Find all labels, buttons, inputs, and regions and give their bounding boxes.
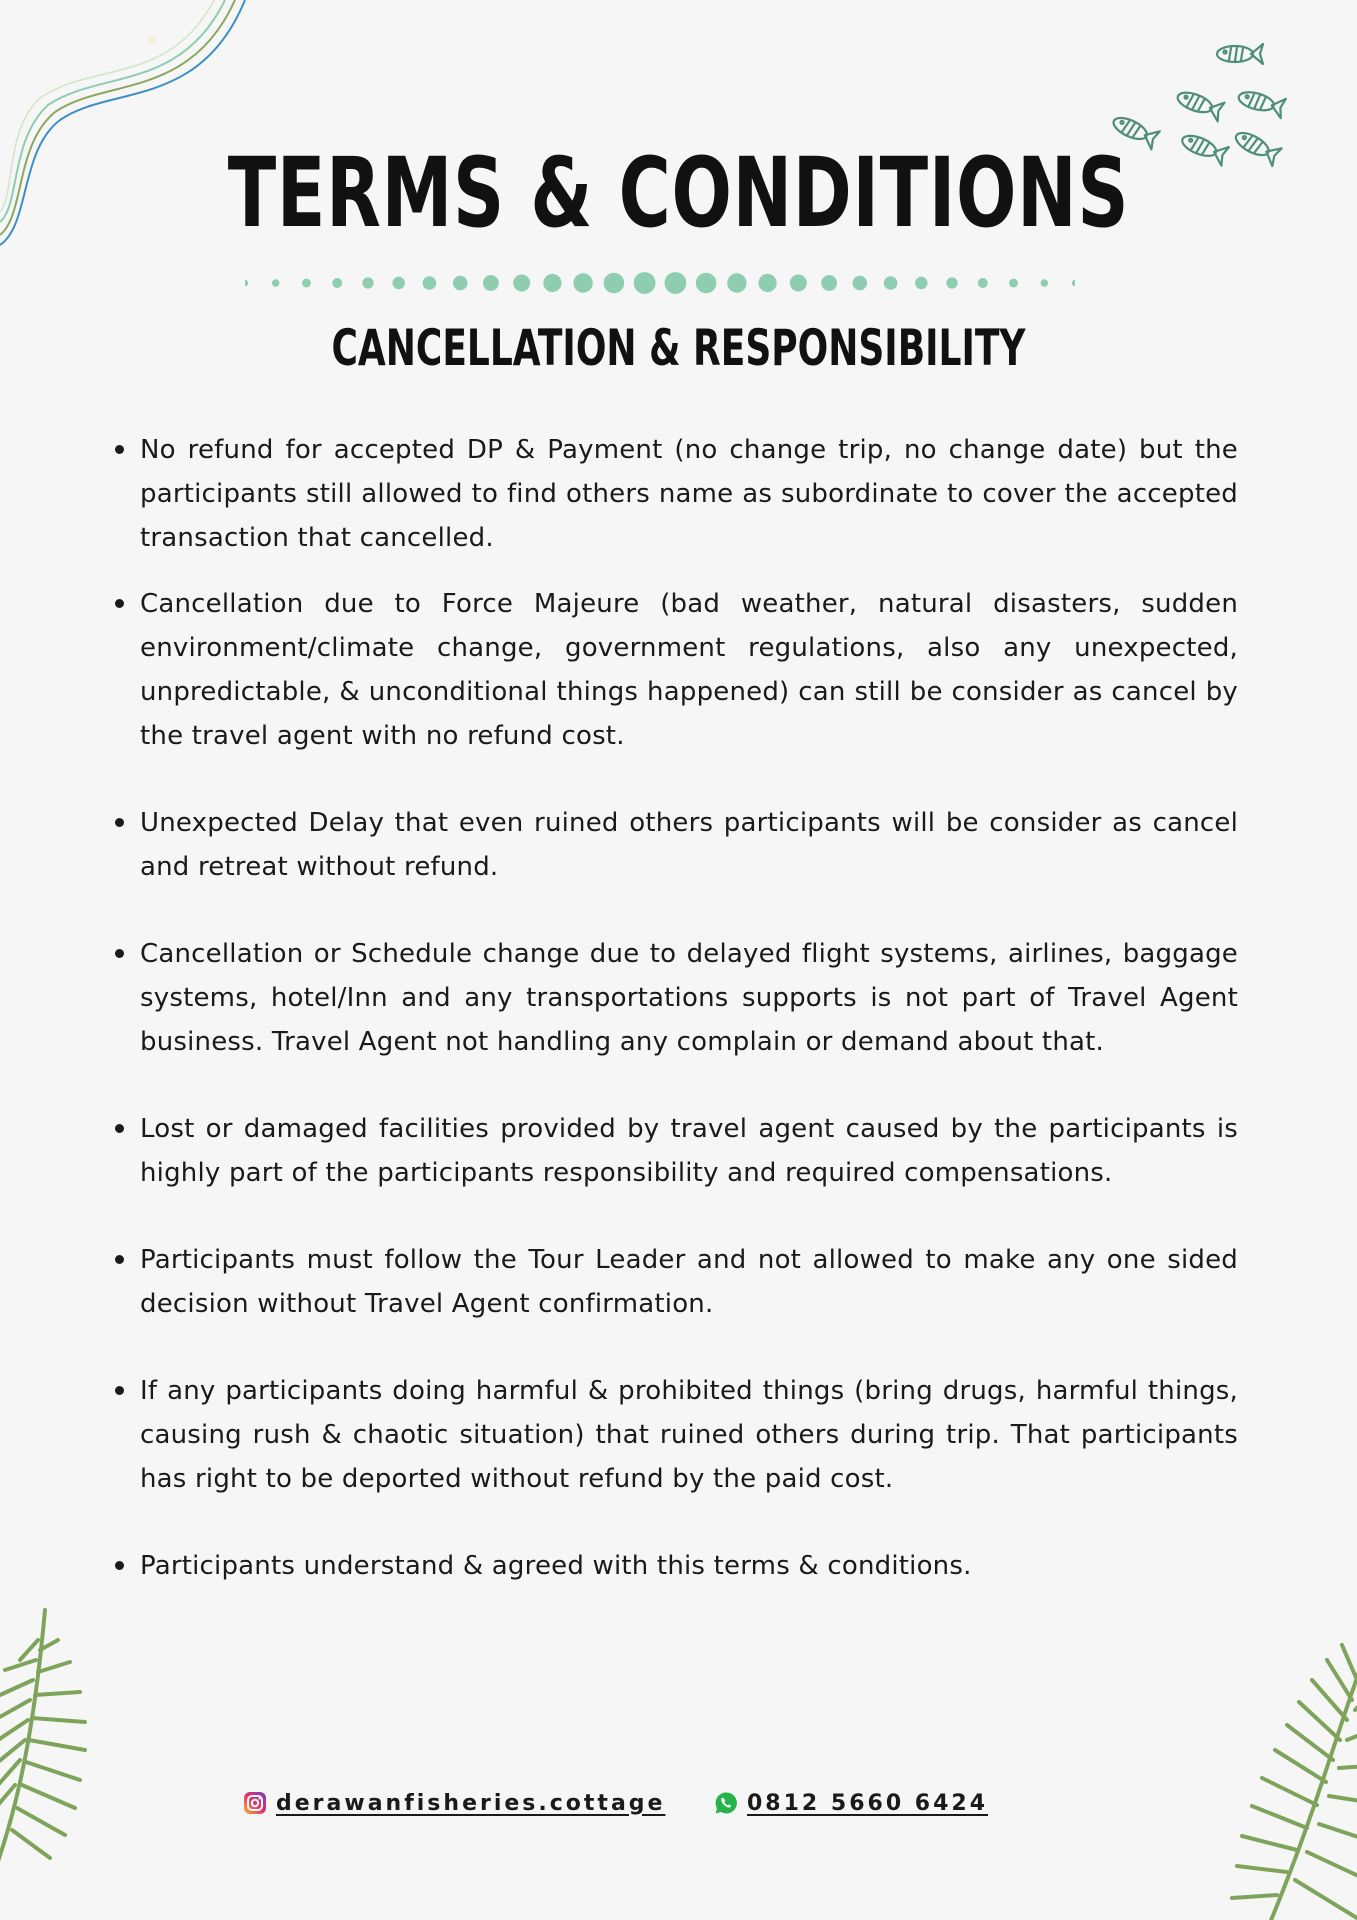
term-item: Participants must follow the Tour Leader and not allowed to make any one sided decision without Travel Agent confirmation.	[140, 1238, 1238, 1326]
divider-dot	[543, 274, 561, 292]
divider-dot	[362, 277, 373, 288]
divider-dot	[634, 272, 656, 294]
dotted-divider	[245, 268, 1075, 298]
divider-dot	[759, 274, 777, 292]
divider-dot	[1041, 279, 1049, 287]
divider-dot	[272, 279, 280, 287]
term-item: If any participants doing harmful & prohibited things (bring drugs, harmful things, causing rush & chaotic situation) that ruined others during trip. That participants has right to be deported without refund by the paid cost.	[140, 1369, 1238, 1501]
divider-dot	[332, 278, 342, 288]
divider-dot	[245, 280, 248, 286]
whatsapp-number[interactable]: 0812 5660 6424	[747, 1790, 989, 1816]
instagram-icon	[243, 1791, 267, 1815]
palm-leaf-decoration-left	[0, 1600, 110, 1880]
instagram-handle[interactable]: derawanfisheries.cottage	[276, 1790, 666, 1816]
divider-dot	[853, 276, 868, 291]
divider-dot	[696, 273, 717, 294]
divider-dot	[423, 276, 437, 290]
divider-dot	[978, 278, 988, 288]
divider-dot	[946, 277, 957, 288]
whatsapp-contact[interactable]	[714, 1786, 988, 1820]
term-item: No refund for accepted DP & Payment (no change trip, no change date) but the participants still allowed to find others name as subordinate to cover the accepted transaction that cancelled.	[140, 428, 1238, 560]
term-item: Cancellation or Schedule change due to delayed flight systems, airlines, baggage systems, hotel/Inn and any transportations supports is not part of Travel Agent business. Travel Agent not handling any complain or demand about that.	[140, 932, 1238, 1064]
divider-dot	[604, 273, 625, 294]
divider-dot	[483, 275, 499, 291]
divider-dot	[884, 276, 898, 290]
page-title: TERMS & CONDITIONS	[227, 137, 1130, 249]
divider-dot	[513, 275, 530, 292]
instagram-contact[interactable]	[243, 1786, 665, 1820]
divider-dot	[727, 273, 746, 292]
term-item: Lost or damaged facilities provided by travel agent caused by the participants is highly part of the participants responsibility and required compensations.	[140, 1107, 1238, 1195]
divider-dot	[790, 275, 807, 292]
divider-dot	[665, 272, 687, 294]
divider-dot	[1072, 280, 1075, 286]
palm-leaf-decoration-right	[1207, 1640, 1357, 1920]
divider-dot	[393, 277, 405, 289]
terms-list	[140, 428, 1238, 1588]
term-item: Unexpected Delay that even ruined others participants will be consider as cancel and retreat without refund.	[140, 801, 1238, 889]
whatsapp-icon	[714, 1791, 738, 1815]
term-item: Cancellation due to Force Majeure (bad weather, natural disasters, sudden environment/climate change, government regulations, also any unexpected, unpredictable, & unconditional things happened) can still be consider as cancel by the travel agent with no refund cost.	[140, 582, 1238, 758]
term-item: Participants understand & agreed with this terms & conditions.	[140, 1544, 1238, 1588]
section-subtitle: CANCELLATION & RESPONSIBILITY	[331, 319, 1026, 377]
divider-dot	[915, 277, 927, 289]
divider-dot	[1009, 279, 1018, 288]
divider-dot	[453, 276, 468, 291]
divider-dot	[821, 275, 837, 291]
divider-dot	[573, 273, 592, 292]
divider-dot	[302, 279, 311, 288]
